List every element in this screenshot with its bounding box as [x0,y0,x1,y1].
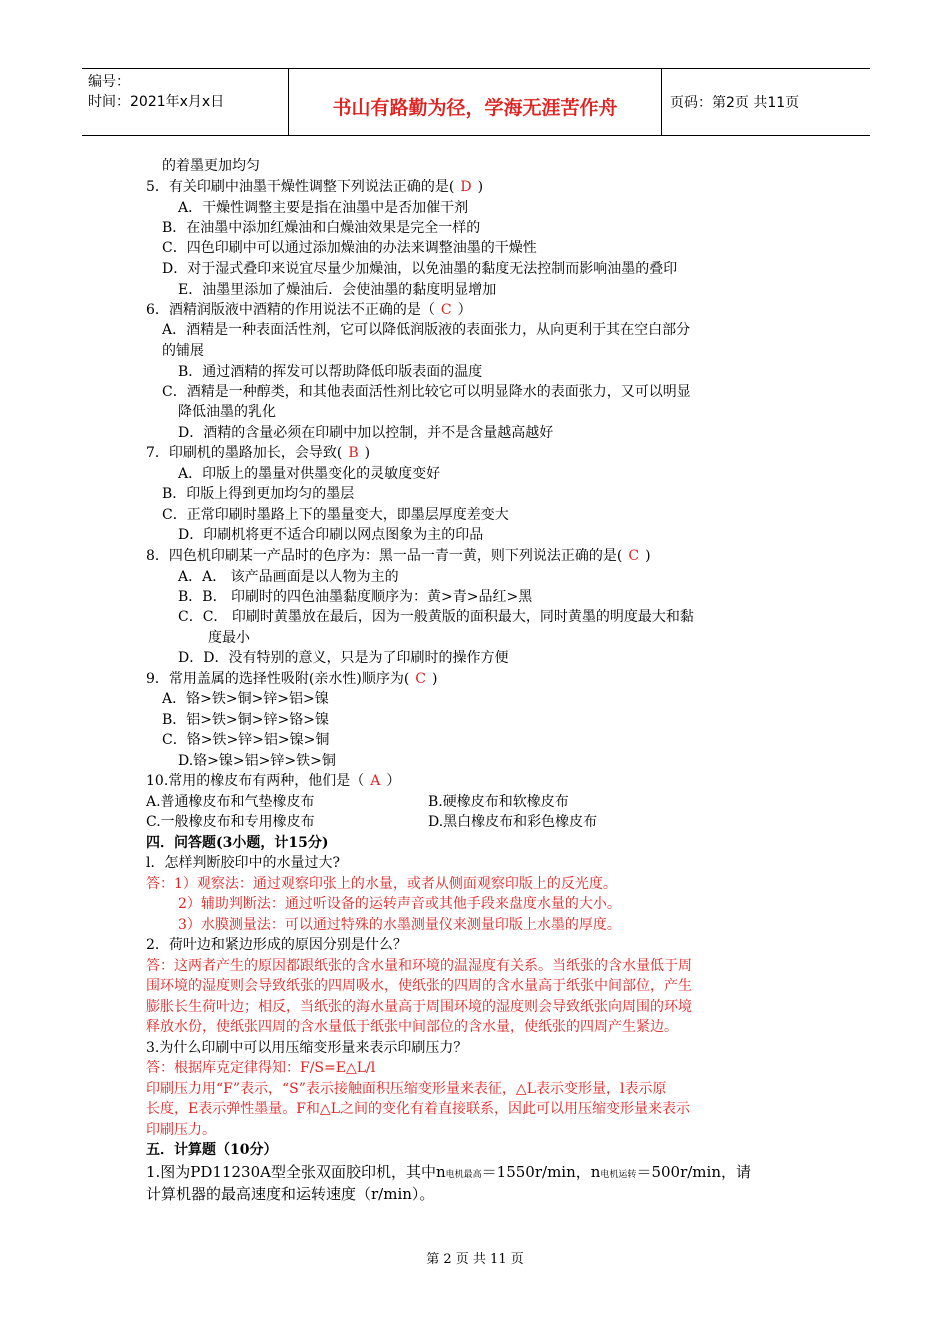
answer-choice: B [348,445,359,461]
line-text: 五．计算题（10分） [146,1142,278,1158]
page-footer: 第 2 页 共 11 页 [426,1252,524,1267]
text-line [178,751,336,771]
line-text: B．印版上得到更加均匀的墨层 [162,486,355,502]
text-line [162,341,204,361]
line-text: C.一般橡皮布和专用橡皮布 [146,814,315,830]
line-text: E．油墨里添加了燥油后．会使油墨的黏度明显增加 [178,282,497,298]
line-text: 9．常用盖属的选择性吸附(亲水性)顺序为( [146,671,410,687]
line-text: C．四色印刷中可以通过添加燥油的办法来调整油墨的干燥性 [162,240,537,256]
text-line [146,853,340,873]
text-line [162,689,329,709]
line-text: D．D．没有特别的意义，只是为了印刷时的操作方便 [178,650,509,666]
text-line [146,792,315,812]
line-text: A．铬>铁>铜>锌>铝>镍 [162,691,329,707]
line-text: A．A． 该产品画面是以人物为主的 [178,569,399,585]
text-line [178,525,483,545]
text-line [146,1017,678,1037]
line-suffix: ) [645,548,651,564]
text-line [162,259,677,279]
line-text: 2）辅助判断法：通过听设备的运转声音或其他手段来盘度水量的大小。 [178,896,621,912]
text-line [146,874,617,894]
text-line [146,546,651,566]
line-text: D．对于湿式叠印来说宜尽量少加燥油，以免油墨的黏度无法控制而影响油墨的叠印 [162,261,678,277]
line-text: C．C． 印刷时黄墨放在最后，因为一般黄版的面积最大，同时黄墨的明度最大和黏 [178,609,694,625]
answer-choice: C [415,671,427,687]
text-line [178,587,532,607]
line-text: 长度，E表示弹性墨量。F和△L之间的变化有着直接联系，因此可以用压缩变形量来表示 [146,1101,690,1117]
text-line [162,505,509,525]
text-line [146,300,472,320]
text-line [428,792,569,812]
line-text: B．B． 印刷时的四色油墨黏度顺序为：黄>青>品红>黑 [178,589,533,605]
text-line [428,812,597,832]
text-line [162,218,480,238]
line-text: 围环境的湿度则会导致纸张的四周吸水，使纸张的四周的含水量高于纸张中间部位，产生 [146,978,692,994]
text-line [146,177,483,197]
line-suffix: ) [364,445,371,461]
text-line [162,382,691,402]
header-meta [82,69,289,135]
line-text: 的着墨更加均匀 [162,158,260,174]
line-text: 印刷压力。 [146,1122,216,1138]
header-page-info: 页码：第2页 共11页 [670,95,800,111]
text-line [146,771,400,791]
line-text: 膨胀长生荷叶边；相反，当纸张的海水量高于周围环境的湿度则会导致纸张向周围的环境 [146,999,692,1015]
answer-choice: C [440,302,452,318]
calc-question-line1: 1.图为PD11230A型全张双面胶印机，其中n电机最高＝1550r/min，n电机运转＝500r/min，请 [146,1163,751,1181]
line-text: A．干燥性调整主要是指在油墨中是否加催干剂 [178,200,469,216]
text-line [178,894,621,914]
text-line [146,1140,277,1160]
text-line [162,730,329,750]
text-line [146,1099,690,1119]
text-line [146,1079,666,1099]
line-text: l．怎样判断胶印中的水量过大? [146,855,340,871]
line-text: 答：1）观察法：通过观察印张上的水量，或者从侧面观察印版上的反光度。 [146,876,617,892]
text-line [162,484,354,504]
line-suffix: ) [477,179,484,195]
line-text: A.普通橡皮布和气垫橡皮布 [146,794,315,810]
line-text: A．酒精是一种表面活性剂，它可以降低润版液的表面张力，从向更利于其在空白部分 [162,322,691,338]
text-line [162,238,537,258]
text-line [146,833,328,853]
calc-question-line2: 计算机器的最高速度和运转速度（r/min）。 [146,1185,435,1203]
line-text: 答：这两者产生的原因都跟纸张的含水量和环境的温湿度有关系。当纸张的含水量低于周 [146,958,692,974]
text-line [178,362,482,382]
line-text: 6．酒精润版液中酒精的作用说法不正确的是（ [146,302,435,318]
line-text: 答：根据库克定律得知：F/S=E△L/l [146,1060,376,1076]
text-line [162,710,329,730]
text-line [146,976,692,996]
page-header [82,68,870,136]
line-text: 的铺展 [162,343,204,359]
text-line [146,1038,467,1058]
answer-choice: A [370,773,381,789]
text-line [146,812,315,832]
line-text: 3）水膜测量法：可以通过特殊的水墨测量仪来测量印版上水墨的厚度。 [178,917,621,933]
line-suffix: ） [457,302,472,318]
line-text: 8．四色机印刷某一产品时的色序为：黑一品一青一黄，则下列说法正确的是( [146,548,623,564]
line-text: B．通过酒精的挥发可以帮助降低印版表面的温度 [178,364,483,380]
line-text: 印刷压力用“F”表示，“S”表示接触面积压缩变形量来表征，△L表示变形量，l表示原 [146,1081,667,1097]
line-text: 3.为什么印刷中可以用压缩变形量来表示印刷压力？ [146,1040,468,1056]
text-line [178,607,694,627]
text-line [146,1058,375,1078]
text-line [146,956,692,976]
text-line [146,1120,216,1140]
text-line [162,320,690,340]
line-text: 10.常用的橡皮布有两种，他们是（ [146,773,365,789]
header-date: 时间：2021年x月x日 [88,94,225,110]
text-line [146,443,370,463]
text-line [178,402,276,422]
line-text: A．印版上的墨量对供墨变化的灵敏度变好 [178,466,441,482]
line-text: D．酒精的含量必须在印刷中加以控制，并不是含量越高越好 [178,425,554,441]
text-line [178,567,399,587]
line-text: 四．问答题(3小题，计15分) [146,835,329,851]
answer-choice: C [628,548,640,564]
line-text: C．铬>铁>锌>铝>镍>铜 [162,732,330,748]
text-line [162,156,260,176]
line-text: D．印刷机将更不适合印刷以网点图象为主的印品 [178,527,484,543]
line-suffix: ) [432,671,438,687]
text-line [146,997,692,1017]
line-text: D.黑白橡皮布和彩色橡皮布 [428,814,598,830]
text-line [178,280,496,300]
line-text: C．正常印刷时墨路上下的墨量变大，即墨层厚度差变大 [162,507,509,523]
line-text: D.铬>镍>铝>锌>铁>铜 [178,753,336,769]
line-text: 5．有关印刷中油墨干燥性调整下列说法正确的是( [146,179,455,195]
header-motto: 书山有路勤为径，学海无涯苦作舟 [289,69,662,135]
answer-choice: D [460,179,472,195]
header-number: 编号： [88,74,130,90]
line-text: 7．印刷机的墨路加长，会导致( [146,445,343,461]
line-text: 降低油墨的乳化 [178,404,276,420]
text-line [178,198,468,218]
text-line [146,935,407,955]
line-text: B．铝>铁>铜>锌>铬>镍 [162,712,329,728]
text-line [178,464,440,484]
text-line [146,669,437,689]
text-line [178,423,553,443]
line-text: 释放水份，使纸张四周的含水量低于纸张中间部位的含水量，使纸张的四周产生紧边。 [146,1019,678,1035]
text-line [208,628,250,648]
line-text: 度最小 [208,630,250,646]
line-text: B.硬橡皮布和软橡皮布 [428,794,569,810]
line-text: B．在油墨中添加红燥油和白燥油效果是完全一样的 [162,220,481,236]
line-text: 2．荷叶边和紧边形成的原因分别是什么？ [146,937,407,953]
line-text: C．酒精是一种醇类，和其他表面活性剂比较它可以明显降水的表面张力，又可以明显 [162,384,691,400]
line-suffix: ） [386,773,401,789]
text-line [178,915,621,935]
text-line [178,648,508,668]
